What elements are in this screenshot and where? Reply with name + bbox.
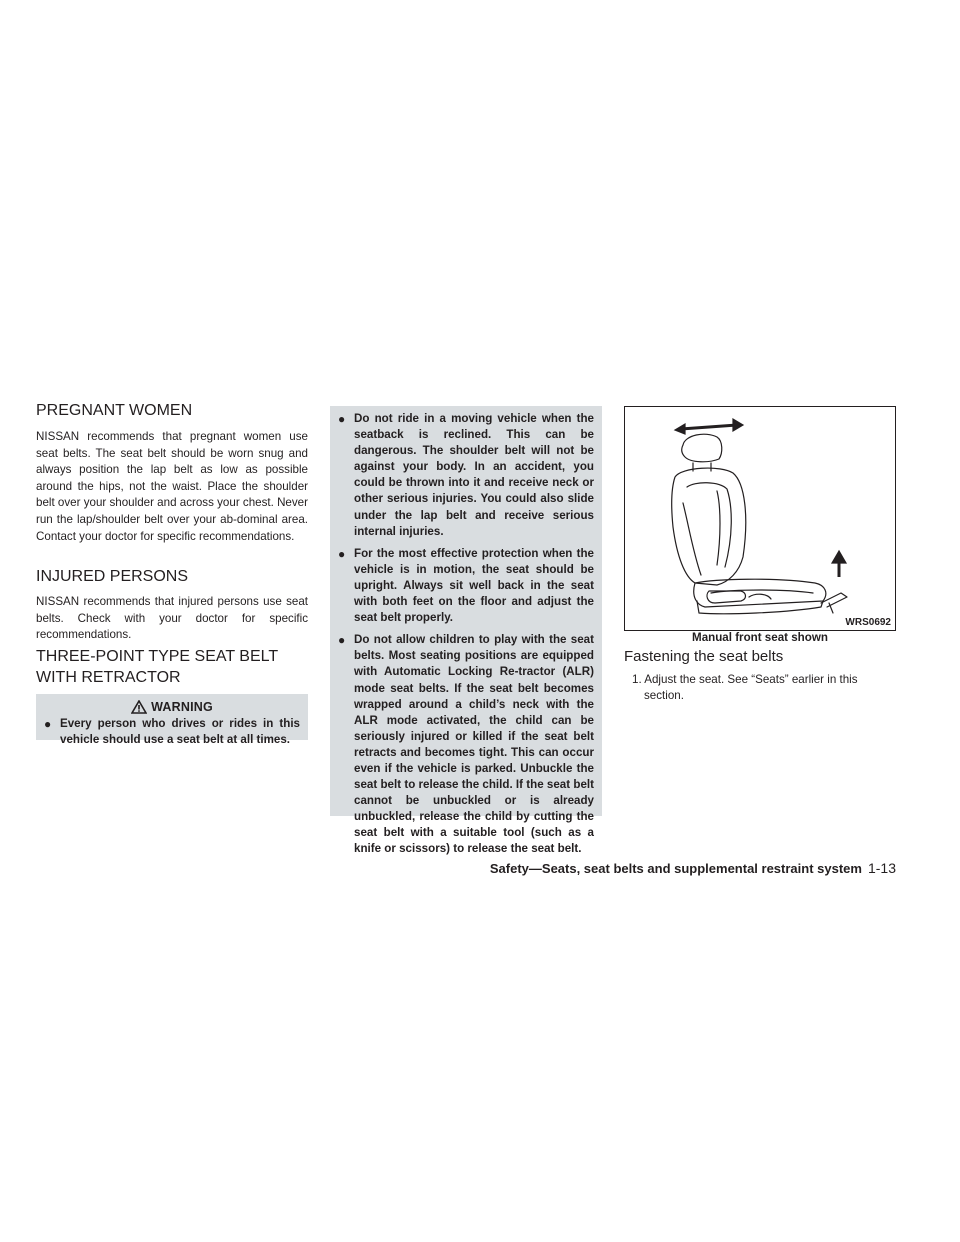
warning-header bbox=[36, 694, 308, 718]
bullet: ● bbox=[44, 717, 52, 731]
heading-pregnant-women: PREGNANT WOMEN bbox=[36, 402, 193, 419]
page-footer bbox=[490, 860, 896, 876]
warning-box-2 bbox=[330, 406, 602, 856]
warning-item: ● Every person who drives or rides in this vehicle should use a seat belt at all times. bbox=[44, 717, 300, 747]
figure-caption: Manual front seat shown bbox=[692, 631, 828, 644]
warning-item: ● Do not allow children to play with the seat belts. Most seating positions are equipped with Automatic Locking Re-tractor (ALR) mode seat belts. If the seat belt becomes wrapped around a child’s neck with the ALR mode activated, the child can be seriously injured or killed if the seat belt retracts and becomes tight. This can occur even if the vehicle is parked. Unbuckle the seat belt to release the child. If the seat belt cannot be unbuckled or is already unbuckled, release the child by cutting the seat belt with a suitable tool (such as a knife or scissors) to release the seat belt. bbox=[338, 633, 594, 856]
warning-list-1 bbox=[36, 716, 308, 762]
warning-item: ● For the most effective protection when the vehicle is in motion, the seat should be upright. Always sit well back in the seat with both feet on the floor and adjust the seat belt properly. bbox=[338, 546, 594, 625]
heading-three-point-line1: THREE-POINT TYPE SEAT BELT bbox=[36, 648, 279, 665]
bullet: ● bbox=[338, 412, 346, 426]
warning-label: WARNING bbox=[151, 700, 213, 714]
warning-list-2 bbox=[330, 406, 602, 872]
bullet: ● bbox=[338, 546, 346, 561]
page-number: 1-13 bbox=[867, 860, 896, 876]
heading-three-point-belt bbox=[36, 646, 316, 688]
warning-item: ● Do not ride in a moving vehicle when the seatback is reclined. This can be dangerous. The shoulder belt will not be against your body. In an accident, you could be thrown into it and receive neck or other serious injuries. You could also slide under the lap belt and receive serious internal injuries. bbox=[338, 412, 594, 538]
warning-triangle-icon bbox=[131, 700, 147, 714]
heading-injured-persons: INJURED PERSONS bbox=[36, 568, 189, 585]
step-item: 1. Adjust the seat. See “Seats” earlier in this section. bbox=[632, 673, 858, 703]
seat-illustration bbox=[624, 406, 896, 631]
bullet: ● bbox=[338, 633, 346, 648]
figure-code: WRS0692 bbox=[845, 617, 891, 628]
paragraph-injured-persons: NISSAN recommends that injured persons use seat belts. Check with your doctor for specific recommendations. bbox=[36, 595, 308, 642]
paragraph-pregnant-women: NISSAN recommends that pregnant women use seat belts. The seat belt should be worn snug and always position the lap belt as low as possible around the hips, not the waist. Place the shoulder belt over your shoulder and across your chest. Never run the lap/shoulder belt over your ab-dominal area. Contact your doctor for specific recommendations. bbox=[36, 430, 308, 543]
fastening-steps bbox=[624, 672, 896, 704]
footer-chapter: Safety—Seats, seat belts and supplemental restraint system bbox=[489, 861, 862, 876]
heading-three-point-line2: WITH RETRACTOR bbox=[36, 669, 181, 686]
seat-drawing bbox=[625, 407, 895, 630]
heading-fastening: Fastening the seat belts bbox=[624, 648, 784, 665]
warning-box-1-body bbox=[36, 716, 308, 747]
